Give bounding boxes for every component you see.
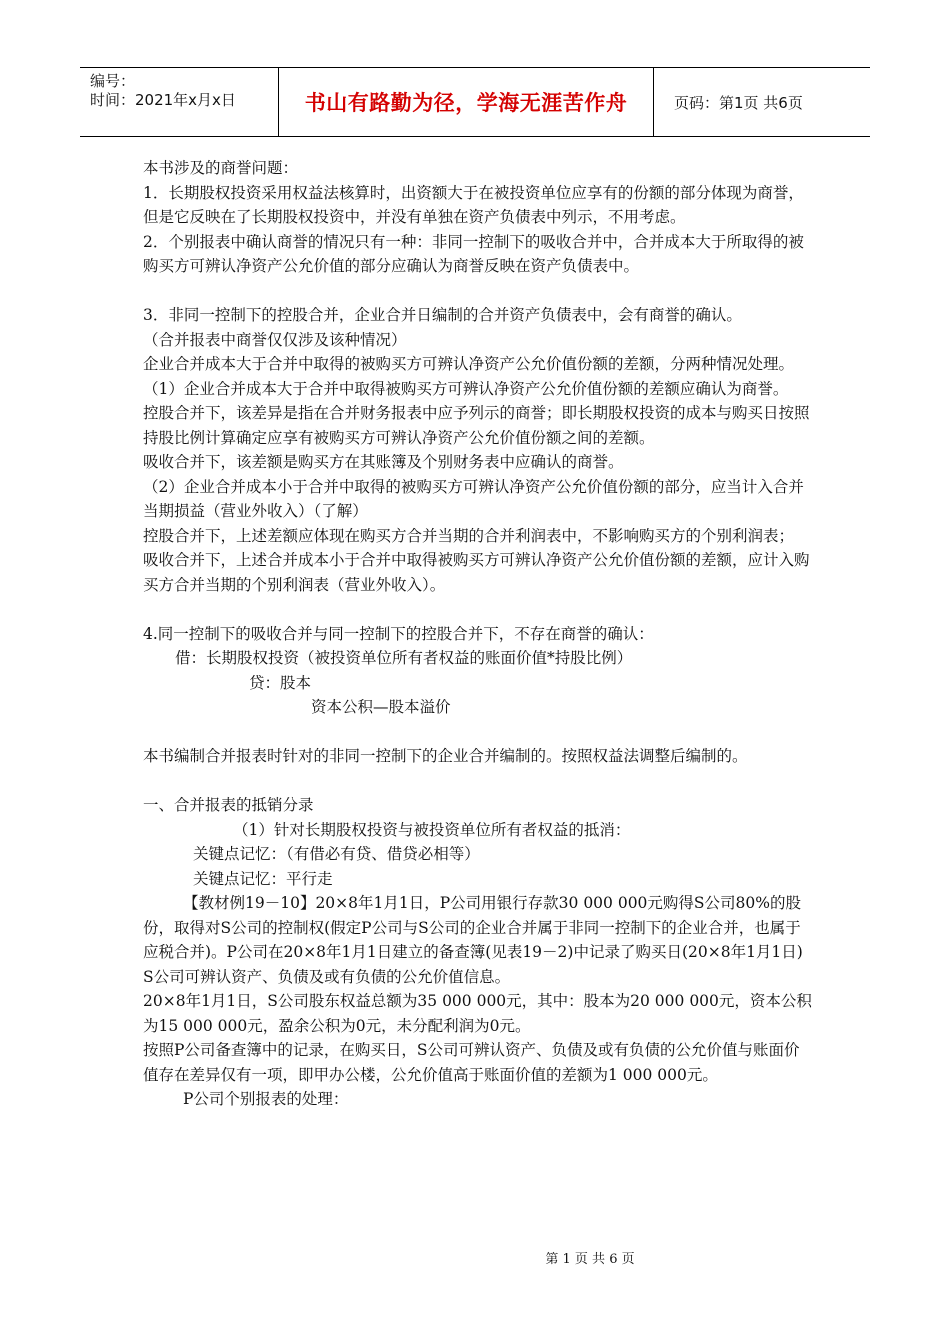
- journal-entry-credit: 贷：股本: [249, 673, 312, 692]
- header-motto-cell: [279, 68, 654, 136]
- document-number-label: 编号：: [90, 72, 136, 90]
- subsection-heading: （1）针对长期股权投资与被投资单位所有者权益的抵消：: [233, 820, 631, 839]
- page-header: [80, 67, 870, 137]
- paragraph: 本书编制合并报表时针对的非同一控制下的企业合并编制的。按照权益法调整后编制的。: [143, 747, 748, 765]
- key-point: 关键点记忆：平行走: [193, 869, 333, 888]
- page-footer: 第 1 页 共 6 页: [545, 1252, 635, 1267]
- journal-entry-credit-line: 资本公积—股本溢价: [311, 698, 451, 716]
- paragraph: 控股合并下，上述差额应体现在购买方合并当期的合并利润表中，不影响购买方的个别利润表；: [143, 526, 795, 545]
- paragraph: 吸收合并下，该差额是购买方在其账簿及个别财务表中应确认的商誉。: [143, 453, 624, 471]
- paragraph: P公司个别报表的处理：: [183, 1090, 349, 1108]
- document-body: [143, 156, 813, 1112]
- header-page-info: 页码：第1页 共6页: [674, 93, 803, 112]
- paragraph: （1）企业合并成本大于合并中取得被购买方可辨认净资产公允价值份额的差额应确认为商誉。: [143, 379, 789, 398]
- paragraph: 1．长期股权投资采用权益法核算时，出资额大于在被投资单位应享有的份额的部分体现为商誉，但是它反映在了长期股权投资中，并没有单独在资产负债表中列示，不用考虑。: [143, 183, 804, 226]
- section-heading: 一、合并报表的抵销分录: [143, 796, 314, 814]
- paragraph: 3．非同一控制下的控股合并，企业合并日编制的合并资产负债表中，会有商誉的确认。: [143, 306, 742, 324]
- paragraph: （2）企业合并成本小于合并中取得的被购买方可辨认净资产公允价值份额的部分，应当计入合并当期损益（营业外收入）（了解）: [143, 477, 804, 520]
- paragraph: 控股合并下，该差异是指在合并财务报表中应予列示的商誉；即长期股权投资的成本与购买日按照持股比例计算确定应享有被购买方可辨认净资产公允价值份额之间的差额。: [143, 404, 810, 447]
- header-motto: 书山有路勤为径，学海无涯苦作舟: [304, 91, 628, 115]
- paragraph: （合并报表中商誉仅仅涉及该种情况）: [143, 330, 407, 349]
- document-date: 时间：2021年x月x日: [90, 91, 236, 109]
- paragraph: 4.同一控制下的吸收合并与同一控制下的控股合并下，不存在商誉的确认：: [143, 624, 654, 643]
- key-point: 关键点记忆：（有借必有贷、借贷必相等）: [193, 845, 480, 863]
- header-meta-cell: [80, 68, 279, 136]
- paragraph: 吸收合并下，上述合并成本小于合并中取得被购买方可辨认净资产公允价值份额的差额，应计入购买方合并当期的个别利润表（营业外收入）。: [143, 551, 810, 594]
- paragraph: 本书涉及的商誉问题：: [143, 159, 299, 177]
- paragraph: 按照P公司备查簿中的记录，在购买日，S公司可辨认资产、负债及或有负债的公允价值与账面价值存在差异仅有一项，即甲办公楼，公允价值高于账面价值的差额为1 000 000元。: [143, 1041, 800, 1084]
- paragraph: 企业合并成本大于合并中取得的被购买方可辨认净资产公允价值份额的差额，分两种情况处理。: [143, 355, 795, 373]
- journal-entry-debit: 借：长期股权投资（被投资单位所有者权益的账面价值*持股比例）: [175, 649, 633, 667]
- paragraph: 20×8年1月1日，S公司股东权益总额为35 000 000元，其中：股本为20 000 000元，资本公积为15 000 000元，盈余公积为0元，未分配利润为0元。: [143, 992, 812, 1035]
- paragraph: 2．个别报表中确认商誉的情况只有一种：非同一控制下的吸收合并中，合并成本大于所取得的被购买方可辨认净资产公允价值的部分应确认为商誉反映在资产负债表中。: [143, 232, 804, 275]
- header-page-cell: [664, 68, 870, 136]
- example-paragraph: 【教材例19－10】20×8年1月1日，P公司用银行存款30 000 000元购得S公司80%的股份，取得对S公司的控制权(假定P公司与S公司的企业合并属于非同一控制下的企业合并，也属于应税合并)。P公司在20×8年1月1日建立的备查簿(见表19－2)中记录了购买日(20×8年1月1日) S公司可辨认资产、负债及或有负债的公允价值信息。: [143, 894, 803, 986]
